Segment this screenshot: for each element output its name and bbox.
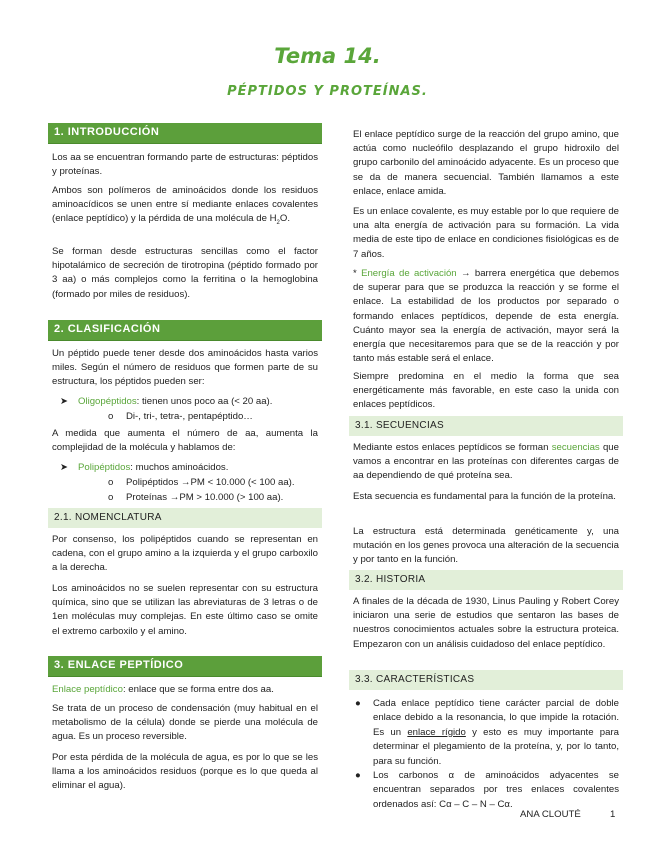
paragraph: Se forman desde estructuras sencillas como el factor hipotalámico de secreción de tirotropina (péptido formado por 3 aa) o más complejos como la ferritina o la hemoglobina (formado por miles de residuos). xyxy=(52,246,318,300)
paragraph: A finales de la década de 1930, Linus Pauling y Robert Corey iniciaron una serie de estudios que sentaron las bases de nuestros conocimientos actuales sobre la estructura proteica. Empezaron con un análisis cuidadoso del enlace peptídico. xyxy=(353,596,619,650)
paragraph: Enlace peptídico: enlace que se forma entre dos aa. xyxy=(52,684,274,695)
paragraph: * Energía de activación → barrera energética que debemos de superar para que se produzca la reacción y se forme el enlace. La estabilidad de los productos por separado o formando enlaces peptídicos, depende de esta energía. Cuánto mayor sea la energía de activación, mayor será la energía que necesitaremos para que se de la reacción y por tanto más estable será el enlace. xyxy=(353,268,620,365)
section-heading-clasificacion: 2. CLASIFICACIÓN xyxy=(48,320,322,341)
page-title: Tema 14. xyxy=(274,44,381,68)
circle-bullet-icon: o xyxy=(108,411,114,422)
characteristics-list xyxy=(349,697,623,812)
paragraph: Mediante estos enlaces peptídicos se forman secuencias que vamos a encontrar en las proteínas con diferentes cargas de aa dependiendo de qué proteína sea. xyxy=(353,442,619,482)
circle-bullet-icon: o xyxy=(108,477,114,488)
paragraph: Por consenso, los polipéptidos cuando se representan en cadena, con el grupo amino a la izquierda y el grupo carboxilo a la derecha. xyxy=(52,534,318,574)
page-number: 1 xyxy=(610,809,616,820)
subsection-heading-caracteristicas: 3.3. CARACTERÍSTICAS xyxy=(349,670,623,690)
paragraph: Es un enlace covalente, es muy estable por lo que requiere de una alta energía de activación para su formación. La vida media de este tipo de enlace en condiciones fisiológicas es de 7 años. xyxy=(353,206,619,260)
arrow-bullet-icon: ➤ xyxy=(60,396,69,407)
circle-bullet-icon: o xyxy=(108,492,114,503)
page-subtitle: PÉPTIDOS Y PROTEÍNAS. xyxy=(227,84,428,99)
arrow-bullet-icon: ➤ xyxy=(60,462,69,473)
section-heading-introduccion: 1. INTRODUCCIÓN xyxy=(48,123,322,144)
paragraph: Un péptido puede tener desde dos aminoácidos hasta varios miles. Según el número de residuos que formen parte de su estructura, los péptidos pueden ser: xyxy=(52,348,318,388)
subsection-heading-nomenclatura: 2.1. NOMENCLATURA xyxy=(48,508,322,528)
paragraph: Los aa se encuentran formando parte de estructuras: péptidos y proteínas. xyxy=(52,152,318,178)
subsection-heading-historia: 3.2. HISTORIA xyxy=(349,570,623,590)
paragraph: La estructura está determinada genéticamente y, una mutación en los genes provoca una alteración de la secuencia y por tanto en la función. xyxy=(353,526,619,566)
bullet-icon: ● xyxy=(355,770,361,782)
list-polipeptidos: ➤ Polipéptidos: muchos aminoácidos. o Polipéptidos →PM < 10.000 (< 100 aa). o Proteínas →PM > 10.000 (> 100 aa). xyxy=(60,462,295,503)
paragraph: Ambos son polímeros de aminoácidos donde los residuos aminoacídicos se unen entre sí mediante enlaces covalentes (enlace peptídico) y la pérdida de una molécula de $H_2O$. xyxy=(52,185,318,227)
bullet-icon: ● xyxy=(355,698,361,709)
paragraph: Siempre predomina en el medio la forma que sea energéticamente más favorable, en este caso la unida con enlaces peptídicos. xyxy=(353,371,619,411)
paragraph: El enlace peptídico surge de la reacción del grupo amino, que actúa como nucleófilo desplazando el grupo hidroxilo del grupo carbonilo del aminoácido adyacente. Es un proceso que se da de manera secuencial. También llamamos a este enlace, enlace amida. xyxy=(353,129,619,197)
section-heading-enlace-peptidico: 3. ENLACE PEPTÍDICO xyxy=(48,656,322,677)
subsection-heading-secuencias: 3.1. SECUENCIAS xyxy=(349,416,623,436)
paragraph: Se trata de un proceso de condensación (muy habitual en el metabolismo de la célula) donde se pierde una molécula de agua. Es un proceso reversible. xyxy=(52,703,318,743)
list-item: ● Cada enlace peptídico tiene carácter parcial de doble enlace debido a la resonancia, lo que impide la rotación. Es un enlace rígido y esto es muy importante para determinar el plegamiento de la proteína, y, por lo tanto, para su función. xyxy=(355,698,619,767)
paragraph: Por esta pérdida de la molécula de agua, es por lo que se les llama a los aminoácidos residuos (porque es lo que queda al eliminar el agua). xyxy=(52,752,318,792)
footer-author: ANA CLOUTÉ xyxy=(520,809,581,820)
list-oligopeptidos: ➤ Oligopéptidos: tienen unos poco aa (< 20 aa). o Di-, tri-, tetra-, pentapéptido… xyxy=(60,396,273,422)
paragraph: Esta secuencia es fundamental para la función de la proteína. xyxy=(353,491,616,502)
paragraph: Los aminoácidos no se suelen representar con su estructura química, sino que se utilizan las abreviaturas de 3 letras o de 1en moléculas muy complejas. En este último caso se omite el extremo carboxilo y el amino. xyxy=(52,583,318,637)
paragraph: A medida que aumenta el número de aa, aumenta la complejidad de la molécula y hablamos de: xyxy=(52,428,318,454)
list-item: ● Los carbonos α de aminoácidos adyacentes se encuentran separados por tres enlaces covalentes ordenados así: Cα – C – N – Cα. xyxy=(355,770,619,810)
